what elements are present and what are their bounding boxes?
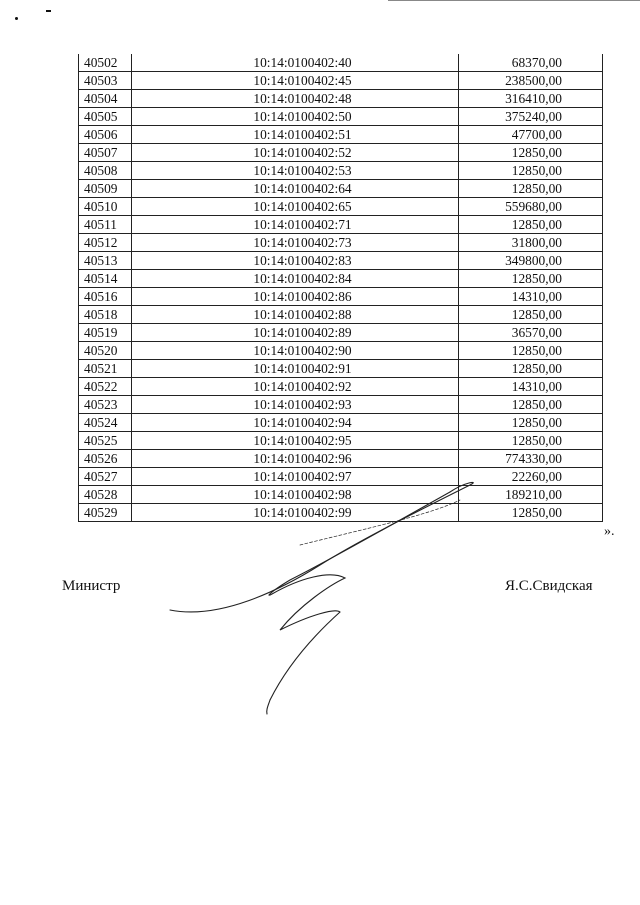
cadastral-value-cell: 12850,00 [459,342,603,360]
cadastral-number-cell: 10:14:0100402:86 [132,288,459,306]
cadastral-value-table [78,54,603,522]
cadastral-value-cell: 316410,00 [459,90,603,108]
cadastral-value-cell: 12850,00 [459,504,603,522]
row-number-cell: 40525 [79,432,132,450]
cadastral-value-cell: 12850,00 [459,414,603,432]
table-row [79,252,603,270]
cadastral-number-cell: 10:14:0100402:65 [132,198,459,216]
cadastral-value-cell: 12850,00 [459,180,603,198]
row-number-cell: 40522 [79,378,132,396]
cadastral-number-cell: 10:14:0100402:40 [132,54,459,72]
row-number-cell: 40505 [79,108,132,126]
row-number-cell: 40508 [79,162,132,180]
cadastral-value-cell: 22260,00 [459,468,603,486]
cadastral-value-cell: 12850,00 [459,432,603,450]
row-number-cell: 40502 [79,54,132,72]
cadastral-value-cell: 68370,00 [459,54,603,72]
cadastral-number-cell: 10:14:0100402:53 [132,162,459,180]
cadastral-number-cell: 10:14:0100402:93 [132,396,459,414]
table-body [79,54,603,522]
cadastral-value-cell: 36570,00 [459,324,603,342]
cadastral-number-cell: 10:14:0100402:73 [132,234,459,252]
table-row [79,162,603,180]
table-row [79,306,603,324]
row-number-cell: 40526 [79,450,132,468]
cadastral-number-cell: 10:14:0100402:92 [132,378,459,396]
cadastral-number-cell: 10:14:0100402:48 [132,90,459,108]
row-number-cell: 40523 [79,396,132,414]
table-row [79,234,603,252]
cadastral-value-cell: 12850,00 [459,162,603,180]
row-number-cell: 40514 [79,270,132,288]
scan-speck [46,10,51,12]
cadastral-value-cell: 12850,00 [459,306,603,324]
cadastral-number-cell: 10:14:0100402:71 [132,216,459,234]
cadastral-number-cell: 10:14:0100402:90 [132,342,459,360]
scan-speck [15,17,18,20]
row-number-cell: 40528 [79,486,132,504]
page-edge-rule [388,0,640,1]
cadastral-value-cell: 31800,00 [459,234,603,252]
table-row [79,378,603,396]
cadastral-number-cell: 10:14:0100402:50 [132,108,459,126]
cadastral-value-cell: 774330,00 [459,450,603,468]
handwritten-signature [160,470,520,720]
cadastral-value-table-container [78,54,602,522]
row-number-cell: 40511 [79,216,132,234]
cadastral-value-cell: 559680,00 [459,198,603,216]
cadastral-value-cell: 375240,00 [459,108,603,126]
closing-quote-mark: ». [604,524,615,539]
cadastral-value-cell: 12850,00 [459,360,603,378]
cadastral-number-cell: 10:14:0100402:99 [132,504,459,522]
row-number-cell: 40529 [79,504,132,522]
row-number-cell: 40518 [79,306,132,324]
cadastral-number-cell: 10:14:0100402:91 [132,360,459,378]
table-row [79,270,603,288]
cadastral-number-cell: 10:14:0100402:98 [132,486,459,504]
cadastral-value-cell: 12850,00 [459,396,603,414]
table-row [79,342,603,360]
table-row [79,54,603,72]
cadastral-number-cell: 10:14:0100402:51 [132,126,459,144]
table-row [79,360,603,378]
row-number-cell: 40509 [79,180,132,198]
cadastral-value-cell: 47700,00 [459,126,603,144]
cadastral-number-cell: 10:14:0100402:84 [132,270,459,288]
cadastral-value-cell: 238500,00 [459,72,603,90]
table-row [79,432,603,450]
signer-title: Министр [62,578,121,594]
table-row [79,144,603,162]
cadastral-number-cell: 10:14:0100402:96 [132,450,459,468]
table-row [79,288,603,306]
cadastral-number-cell: 10:14:0100402:95 [132,432,459,450]
row-number-cell: 40512 [79,234,132,252]
cadastral-value-cell: 14310,00 [459,288,603,306]
table-row [79,90,603,108]
cadastral-value-cell: 189210,00 [459,486,603,504]
table-row [79,414,603,432]
row-number-cell: 40510 [79,198,132,216]
cadastral-number-cell: 10:14:0100402:94 [132,414,459,432]
row-number-cell: 40521 [79,360,132,378]
cadastral-number-cell: 10:14:0100402:97 [132,468,459,486]
signer-name: Я.С.Свидская [505,578,593,594]
table-row [79,72,603,90]
row-number-cell: 40504 [79,90,132,108]
cadastral-number-cell: 10:14:0100402:52 [132,144,459,162]
table-row [79,324,603,342]
row-number-cell: 40513 [79,252,132,270]
row-number-cell: 40519 [79,324,132,342]
cadastral-number-cell: 10:14:0100402:64 [132,180,459,198]
cadastral-value-cell: 349800,00 [459,252,603,270]
table-row [79,180,603,198]
table-row [79,216,603,234]
cadastral-value-cell: 14310,00 [459,378,603,396]
row-number-cell: 40527 [79,468,132,486]
cadastral-number-cell: 10:14:0100402:88 [132,306,459,324]
table-row [79,198,603,216]
table-row [79,450,603,468]
table-row [79,126,603,144]
row-number-cell: 40507 [79,144,132,162]
cadastral-value-cell: 12850,00 [459,144,603,162]
cadastral-value-cell: 12850,00 [459,216,603,234]
cadastral-number-cell: 10:14:0100402:89 [132,324,459,342]
row-number-cell: 40503 [79,72,132,90]
row-number-cell: 40524 [79,414,132,432]
row-number-cell: 40520 [79,342,132,360]
table-row [79,108,603,126]
cadastral-number-cell: 10:14:0100402:83 [132,252,459,270]
row-number-cell: 40506 [79,126,132,144]
cadastral-value-cell: 12850,00 [459,270,603,288]
table-row [79,396,603,414]
cadastral-number-cell: 10:14:0100402:45 [132,72,459,90]
row-number-cell: 40516 [79,288,132,306]
